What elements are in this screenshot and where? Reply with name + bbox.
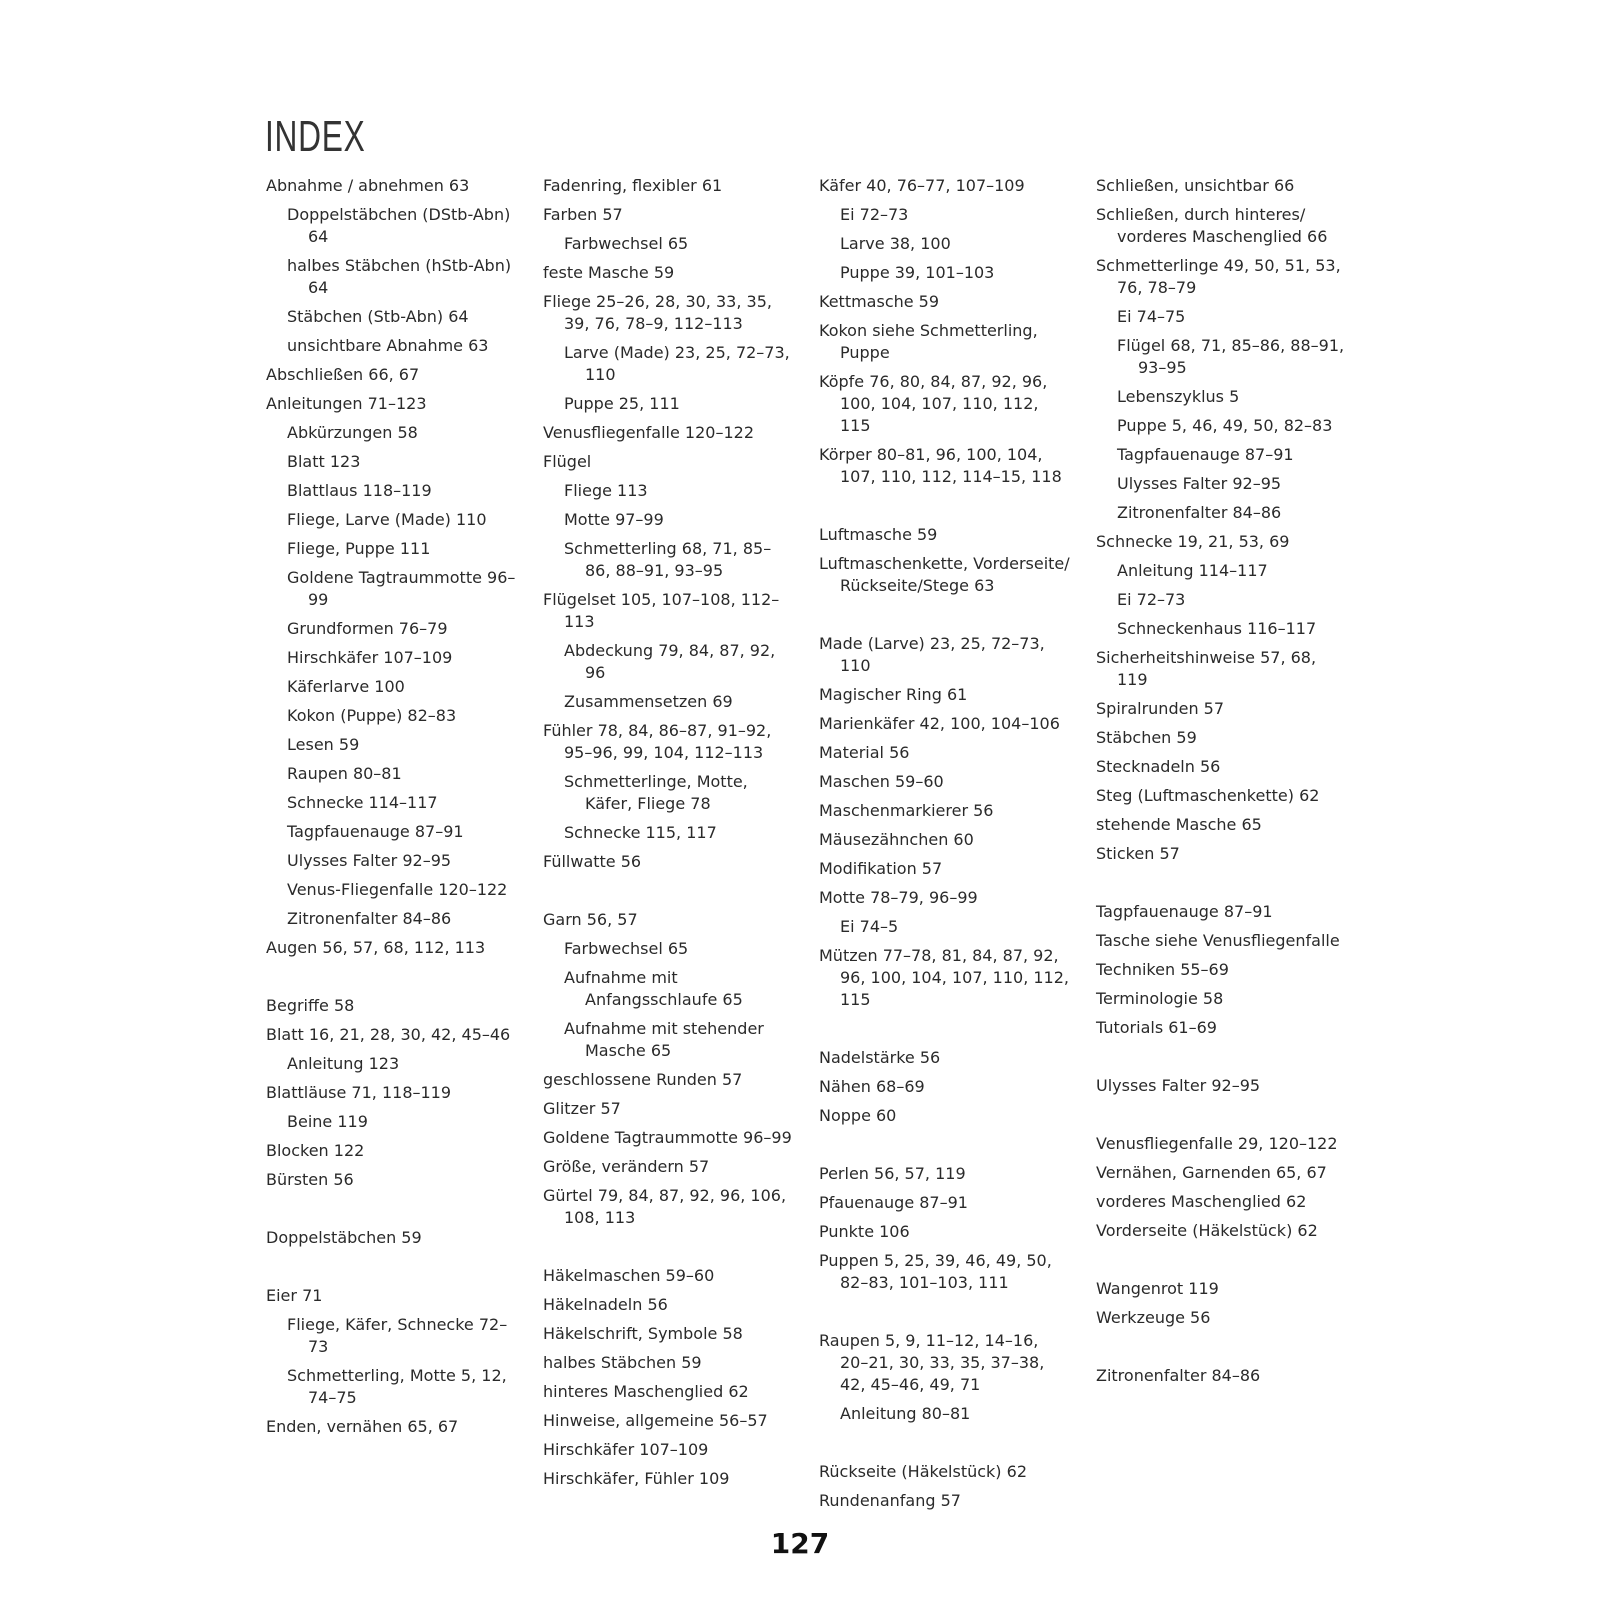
index-column-2: [543, 175, 795, 1497]
index-entry: Venusfliegenfalle 120–122: [543, 423, 755, 442]
index-entry: Käfer 40, 76–77, 107–109: [819, 176, 1025, 195]
index-entry: Wangenrot 119: [1096, 1279, 1219, 1298]
index-subentry: Anleitung 123: [287, 1054, 400, 1073]
letter-gap: [266, 966, 518, 995]
letter-gap: [819, 604, 1071, 633]
index-entry: Bürsten 56: [266, 1170, 354, 1189]
index-subentry: Käferlarve 100: [287, 677, 405, 696]
index-subentry: Puppe 39, 101–103: [840, 263, 995, 282]
index-entry: Schmetterlinge 49, 50, 51, 53, 76, 78–79: [1096, 256, 1341, 297]
letter-gap: [266, 1256, 518, 1285]
index-subentry: halbes Stäbchen (hStb-Abn) 64: [287, 256, 512, 297]
index-subentry: Abkürzungen 58: [287, 423, 418, 442]
index-subentry: Zusammensetzen 69: [564, 692, 733, 711]
letter-gap: [266, 1198, 518, 1227]
index-entry: geschlossene Runden 57: [543, 1070, 743, 1089]
index-entry: Blatt 16, 21, 28, 30, 42, 45–46: [266, 1025, 511, 1044]
letter-gap: [543, 1236, 795, 1265]
letter-gap: [819, 1018, 1071, 1047]
index-entry: Häkelmaschen 59–60: [543, 1266, 715, 1285]
index-entry: Hinweise, allgemeine 56–57: [543, 1411, 768, 1430]
index-entry: Pfauenauge 87–91: [819, 1193, 968, 1212]
index-subentry: Flügel 68, 71, 85–86, 88–91, 93–95: [1117, 336, 1345, 377]
index-entry: Noppe 60: [819, 1106, 897, 1125]
index-column-3: [819, 175, 1071, 1519]
index-entry: Enden, vernähen 65, 67: [266, 1417, 459, 1436]
index-entry: Mützen 77–78, 81, 84, 87, 92, 96, 100, 104, 107, 110, 112, 115: [819, 946, 1069, 1009]
index-column-4: [1096, 175, 1348, 1394]
index-subentry: Fliege 113: [564, 481, 648, 500]
index-entry: Hirschkäfer, Fühler 109: [543, 1469, 730, 1488]
letter-gap: [819, 1432, 1071, 1461]
index-entry: Blocken 122: [266, 1141, 365, 1160]
index-entry: Schließen, unsichtbar 66: [1096, 176, 1295, 195]
letter-gap: [819, 495, 1071, 524]
index-entry: Häkelschrift, Symbole 58: [543, 1324, 743, 1343]
index-subentry: Hirschkäfer 107–109: [287, 648, 453, 667]
index-subentry: Tagpfauenauge 87–91: [1117, 445, 1294, 464]
index-entry: Sicherheitshinweise 57, 68, 119: [1096, 648, 1317, 689]
index-entry: Anleitungen 71–123: [266, 394, 427, 413]
index-entry: Goldene Tagtraummotte 96–99: [543, 1128, 792, 1147]
index-entry: Fadenring, flexibler 61: [543, 176, 723, 195]
index-entry: Luftmaschenkette, Vorderseite/ Rückseite/Stege 63: [819, 554, 1070, 595]
index-subentry: Aufnahme mit Anfangsschlaufe 65: [564, 968, 743, 1009]
index-subentry: Schmetterling, Motte 5, 12, 74–75: [287, 1366, 507, 1407]
index-entry: Schnecke 19, 21, 53, 69: [1096, 532, 1290, 551]
index-subentry: Zitronenfalter 84–86: [287, 909, 452, 928]
index-subentry: Fliege, Puppe 111: [287, 539, 431, 558]
index-subentry: Schnecke 114–117: [287, 793, 438, 812]
index-entry: Glitzer 57: [543, 1099, 621, 1118]
index-entry: Techniken 55–69: [1096, 960, 1229, 979]
index-subentry: Ei 74–5: [840, 917, 899, 936]
index-subentry: Aufnahme mit stehender Masche 65: [564, 1019, 764, 1060]
index-subentry: Schneckenhaus 116–117: [1117, 619, 1317, 638]
index-entry: Kokon siehe Schmetterling, Puppe: [819, 321, 1038, 362]
index-entry: Größe, verändern 57: [543, 1157, 710, 1176]
index-entry: Blattläuse 71, 118–119: [266, 1083, 452, 1102]
index-entry: Farben 57: [543, 205, 623, 224]
page-title: INDEX: [265, 112, 366, 161]
index-entry: Rundenanfang 57: [819, 1491, 961, 1510]
index-entry: Punkte 106: [819, 1222, 910, 1241]
index-entry: Motte 78–79, 96–99: [819, 888, 978, 907]
index-subentry: Beine 119: [287, 1112, 368, 1131]
index-entry: vorderes Maschenglied 62: [1096, 1192, 1307, 1211]
index-entry: Marienkäfer 42, 100, 104–106: [819, 714, 1060, 733]
letter-gap: [819, 1134, 1071, 1163]
index-subentry: Zitronenfalter 84–86: [1117, 503, 1282, 522]
index-subentry: Schmetterling 68, 71, 85–86, 88–91, 93–95: [564, 539, 772, 580]
index-subentry: Fliege, Larve (Made) 110: [287, 510, 487, 529]
index-entry: Schließen, durch hinteres/ vorderes Maschenglied 66: [1096, 205, 1328, 246]
index-subentry: Blatt 123: [287, 452, 361, 471]
index-entry: Magischer Ring 61: [819, 685, 968, 704]
index-entry: Flügel: [543, 452, 592, 471]
index-entry: Venusfliegenfalle 29, 120–122: [1096, 1134, 1338, 1153]
index-subentry: Tagpfauenauge 87–91: [287, 822, 464, 841]
index-entry: Stecknadeln 56: [1096, 757, 1221, 776]
index-subentry: Motte 97–99: [564, 510, 664, 529]
index-entry: Vorderseite (Häkelstück) 62: [1096, 1221, 1318, 1240]
index-entry: stehende Masche 65: [1096, 815, 1262, 834]
index-entry: Fühler 78, 84, 86–87, 91–92, 95–96, 99, 104, 112–113: [543, 721, 772, 762]
index-entry: Gürtel 79, 84, 87, 92, 96, 106, 108, 113: [543, 1186, 787, 1227]
index-subentry: unsichtbare Abnahme 63: [287, 336, 489, 355]
index-entry: Köpfe 76, 80, 84, 87, 92, 96, 100, 104, 107, 110, 112, 115: [819, 372, 1048, 435]
index-entry: Füllwatte 56: [543, 852, 642, 871]
letter-gap: [1096, 1046, 1348, 1075]
letter-gap: [1096, 1336, 1348, 1365]
index-entry: Steg (Luftmaschenkette) 62: [1096, 786, 1320, 805]
index-entry: Hirschkäfer 107–109: [543, 1440, 709, 1459]
index-entry: Perlen 56, 57, 119: [819, 1164, 966, 1183]
index-entry: Zitronenfalter 84–86: [1096, 1366, 1261, 1385]
index-subentry: Ei 72–73: [1117, 590, 1186, 609]
index-subentry: Schnecke 115, 117: [564, 823, 717, 842]
index-entry: Made (Larve) 23, 25, 72–73, 110: [819, 634, 1045, 675]
index-entry: Eier 71: [266, 1286, 323, 1305]
index-entry: Modifikation 57: [819, 859, 943, 878]
index-subentry: Abdeckung 79, 84, 87, 92, 96: [564, 641, 776, 682]
index-entry: Doppelstäbchen 59: [266, 1228, 422, 1247]
index-subentry: Lesen 59: [287, 735, 360, 754]
index-subentry: Puppe 25, 111: [564, 394, 680, 413]
index-entry: Körper 80–81, 96, 100, 104, 107, 110, 112, 114–15, 118: [819, 445, 1062, 486]
index-subentry: Goldene Tagtraummotte 96–99: [287, 568, 516, 609]
index-entry: Abschließen 66, 67: [266, 365, 420, 384]
index-subentry: Fliege, Käfer, Schnecke 72–73: [287, 1315, 508, 1356]
index-entry: Rückseite (Häkelstück) 62: [819, 1462, 1027, 1481]
index-subentry: Schmetterlinge, Motte, Käfer, Fliege 78: [564, 772, 748, 813]
letter-gap: [1096, 1104, 1348, 1133]
index-entry: Nadelstärke 56: [819, 1048, 941, 1067]
index-entry: Sticken 57: [1096, 844, 1180, 863]
index-subentry: Ei 72–73: [840, 205, 909, 224]
index-subentry: Grundformen 76–79: [287, 619, 448, 638]
index-subentry: Raupen 80–81: [287, 764, 402, 783]
index-subentry: Ulysses Falter 92–95: [287, 851, 452, 870]
index-subentry: Anleitung 80–81: [840, 1404, 971, 1423]
index-entry: Maschenmarkierer 56: [819, 801, 994, 820]
index-entry: Kettmasche 59: [819, 292, 940, 311]
letter-gap: [1096, 872, 1348, 901]
index-entry: Häkelnadeln 56: [543, 1295, 668, 1314]
letter-gap: [819, 1301, 1071, 1330]
index-subentry: Larve 38, 100: [840, 234, 951, 253]
index-entry: Material 56: [819, 743, 910, 762]
letter-gap: [543, 880, 795, 909]
index-entry: Tutorials 61–69: [1096, 1018, 1217, 1037]
index-entry: Nähen 68–69: [819, 1077, 925, 1096]
index-entry: Tagpfauenauge 87–91: [1096, 902, 1273, 921]
index-entry: Maschen 59–60: [819, 772, 944, 791]
index-entry: Raupen 5, 9, 11–12, 14–16, 20–21, 30, 33, 35, 37–38, 42, 45–46, 49, 71: [819, 1331, 1045, 1394]
index-entry: feste Masche 59: [543, 263, 675, 282]
index-column-1: [266, 175, 518, 1445]
index-subentry: Larve (Made) 23, 25, 72–73, 110: [564, 343, 790, 384]
index-entry: Tasche siehe Venusfliegenfalle: [1096, 931, 1340, 950]
index-subentry: Puppe 5, 46, 49, 50, 82–83: [1117, 416, 1333, 435]
index-entry: Spiralrunden 57: [1096, 699, 1225, 718]
index-entry: Ulysses Falter 92–95: [1096, 1076, 1261, 1095]
index-subentry: Anleitung 114–117: [1117, 561, 1268, 580]
index-entry: Flügelset 105, 107–108, 112–113: [543, 590, 780, 631]
index-entry: Fliege 25–26, 28, 30, 33, 35, 39, 76, 78–9, 112–113: [543, 292, 772, 333]
index-entry: hinteres Maschenglied 62: [543, 1382, 749, 1401]
page-number: 127: [770, 1527, 830, 1560]
index-entry: Stäbchen 59: [1096, 728, 1197, 747]
index-entry: Mäusezähnchen 60: [819, 830, 974, 849]
index-entry: Augen 56, 57, 68, 112, 113: [266, 938, 486, 957]
index-entry: Garn 56, 57: [543, 910, 638, 929]
index-subentry: Blattlaus 118–119: [287, 481, 432, 500]
index-entry: Puppen 5, 25, 39, 46, 49, 50, 82–83, 101–103, 111: [819, 1251, 1052, 1292]
index-subentry: Doppelstäbchen (DStb-Abn) 64: [287, 205, 511, 246]
index-subentry: Lebenszyklus 5: [1117, 387, 1240, 406]
index-subentry: Ulysses Falter 92–95: [1117, 474, 1282, 493]
letter-gap: [1096, 1249, 1348, 1278]
index-entry: Vernähen, Garnenden 65, 67: [1096, 1163, 1327, 1182]
index-subentry: Venus-Fliegenfalle 120–122: [287, 880, 508, 899]
index-subentry: Ei 74–75: [1117, 307, 1186, 326]
index-subentry: Farbwechsel 65: [564, 939, 689, 958]
index-entry: Terminologie 58: [1096, 989, 1224, 1008]
index-subentry: Farbwechsel 65: [564, 234, 689, 253]
index-entry: Luftmasche 59: [819, 525, 938, 544]
index-entry: Abnahme / abnehmen 63: [266, 176, 470, 195]
index-entry: Werkzeuge 56: [1096, 1308, 1211, 1327]
index-entry: Begriffe 58: [266, 996, 355, 1015]
index-subentry: Stäbchen (Stb-Abn) 64: [287, 307, 469, 326]
index-subentry: Kokon (Puppe) 82–83: [287, 706, 457, 725]
index-entry: halbes Stäbchen 59: [543, 1353, 702, 1372]
